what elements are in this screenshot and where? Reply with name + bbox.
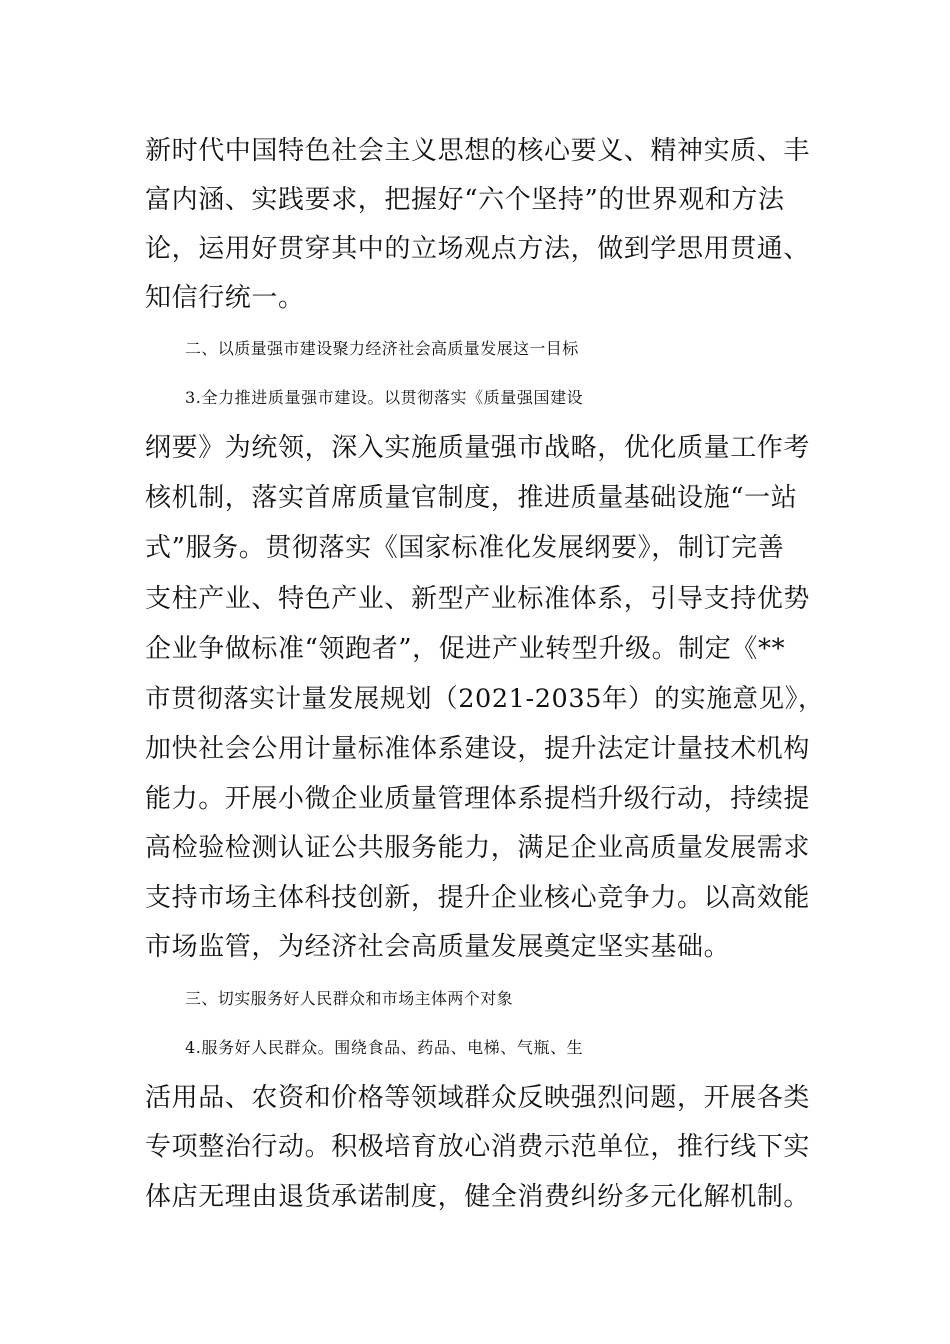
text-line: 活用品、农资和价格等领域群众反映强烈问题，开展各类 — [145, 1083, 811, 1113]
text-line: 富内涵、实践要求，把握好“六个坚持”的世界观和方法 — [145, 185, 785, 215]
text-line: 加快社会公用计量标准体系建设，提升法定计量技术机构 — [145, 734, 811, 764]
paragraph-first-line: 3.全力推进质量强市建设。以贯彻落实《质量强国建设 — [185, 388, 584, 407]
text-line: 支柱产业、特色产业、新型产业标准体系，引导支持优势 — [145, 584, 811, 614]
text-line: 专项整治行动。积极培育放心消费示范单位，推行线下实 — [145, 1132, 811, 1162]
paragraph-first-line: 4.服务好人民群众。围绕食品、药品、电梯、气瓶、生 — [185, 1038, 584, 1057]
text-line: 企业争做标准“领跑者”，促进产业转型升级。制定《** — [145, 634, 786, 664]
text-line: 体店无理由退货承诺制度，健全消费纠纷多元化解机制。 — [145, 1182, 811, 1212]
text-line: 论，运用好贯穿其中的立场观点方法，做到学思用贯通、 — [145, 234, 811, 264]
text-line: 纲要》为统领，深入实施质量强市战略，优化质量工作考 — [145, 433, 811, 463]
text-line: 新时代中国特色社会主义思想的核心要义、精神实质、丰 — [145, 136, 811, 166]
text-line: 知信行统一。 — [145, 283, 305, 313]
text-line: 高检验检测认证公共服务能力，满足企业高质量发展需求 — [145, 833, 811, 863]
text-line: 能力。开展小微企业质量管理体系提档升级行动，持续提 — [145, 784, 811, 814]
text-line: 式”服务。贯彻落实《国家标准化发展纲要》，制订完善 — [145, 533, 785, 563]
section-heading: 二、以质量强市建设聚力经济社会高质量发展这一目标 — [185, 339, 579, 358]
section-heading: 三、切实服务好人民群众和市场主体两个对象 — [185, 989, 514, 1008]
text-line: 支持市场主体科技创新，提升企业核心竞争力。以高效能 — [145, 883, 811, 913]
text-line: 核机制，落实首席质量官制度，推进质量基础设施“一站 — [145, 483, 798, 513]
text-line: 市贯彻落实计量发展规划（2021-2035年）的实施意见》， — [145, 684, 825, 714]
text-line: 市场监管，为经济社会高质量发展奠定坚实基础。 — [145, 932, 731, 962]
